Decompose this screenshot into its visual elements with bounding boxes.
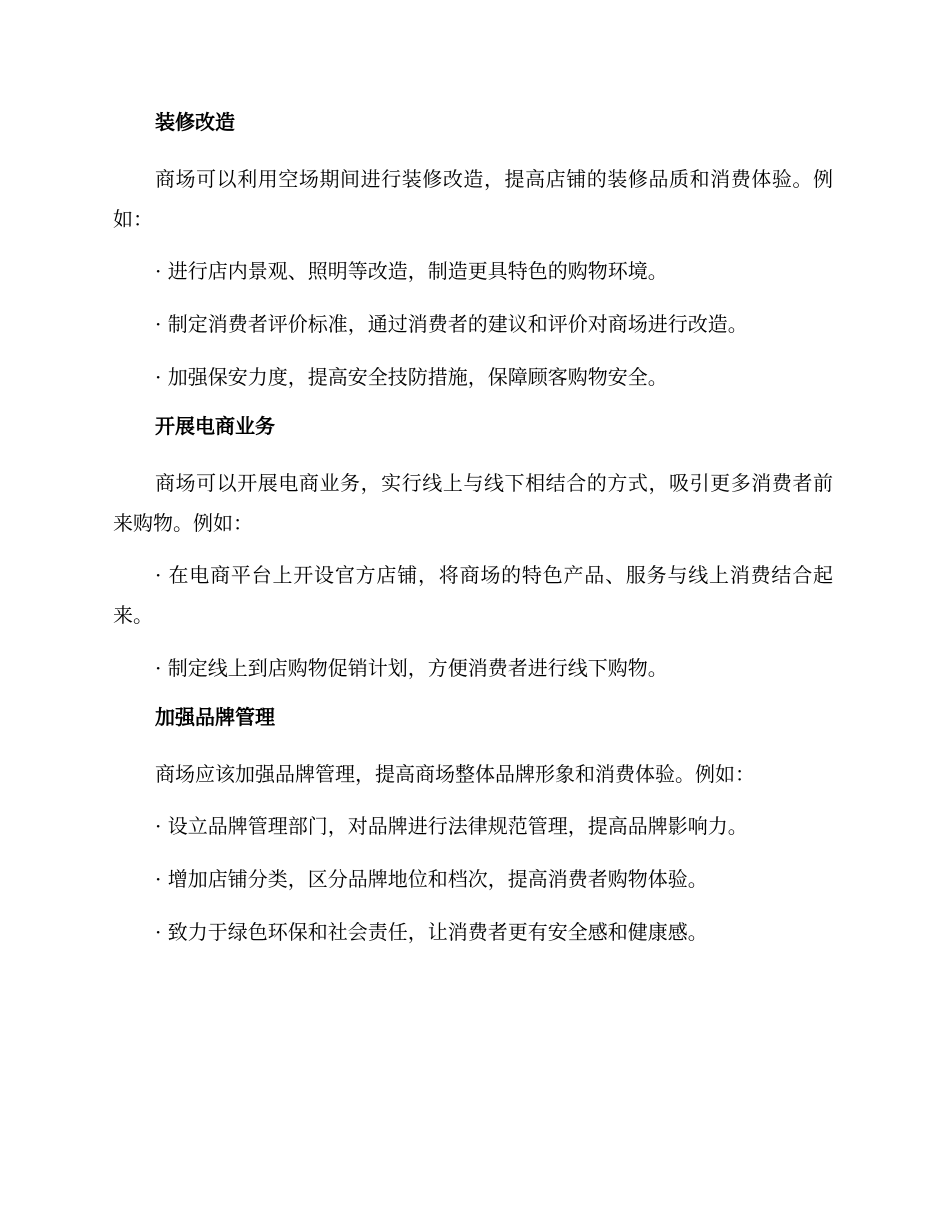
bullet-item: · 增加店铺分类，区分品牌地位和档次，提高消费者购物体验。 [155,867,708,891]
section-heading: 开展电商业务 [155,414,275,438]
bullet-item: · 制定线上到店购物促销计划，方便消费者进行线下购物。 [155,656,668,680]
bullet-item: · 在电商平台上开设官方店铺，将商场的特色产品、服务与线上消费结合起来。 [113,563,833,627]
section-heading: 加强品牌管理 [155,705,275,729]
bullet-item: · 制定消费者评价标准，通过消费者的建议和评价对商场进行改造。 [155,312,748,336]
section-intro: 商场可以利用空场期间进行装修改造，提高店铺的装修品质和消费体验。例如： [113,167,833,231]
section-ecommerce [113,410,833,688]
document-page [113,106,833,965]
bullet-item: · 加强保安力度，提高安全技防措施，保障顾客购物安全。 [155,365,668,389]
section-heading: 装修改造 [155,110,235,134]
bullet-item: · 进行店内景观、照明等改造，制造更具特色的购物环境。 [155,259,668,283]
section-intro: 商场可以开展电商业务，实行线上与线下相结合的方式，吸引更多消费者前来购物。例如： [113,471,833,535]
section-renovation [113,106,833,397]
bullet-item: · 设立品牌管理部门，对品牌进行法律规范管理，提高品牌影响力。 [155,814,748,838]
section-intro: 商场应该加强品牌管理，提高商场整体品牌形象和消费体验。例如： [155,762,755,786]
bullet-item: · 致力于绿色环保和社会责任，让消费者更有安全感和健康感。 [155,920,708,944]
section-brand-management [113,701,833,952]
